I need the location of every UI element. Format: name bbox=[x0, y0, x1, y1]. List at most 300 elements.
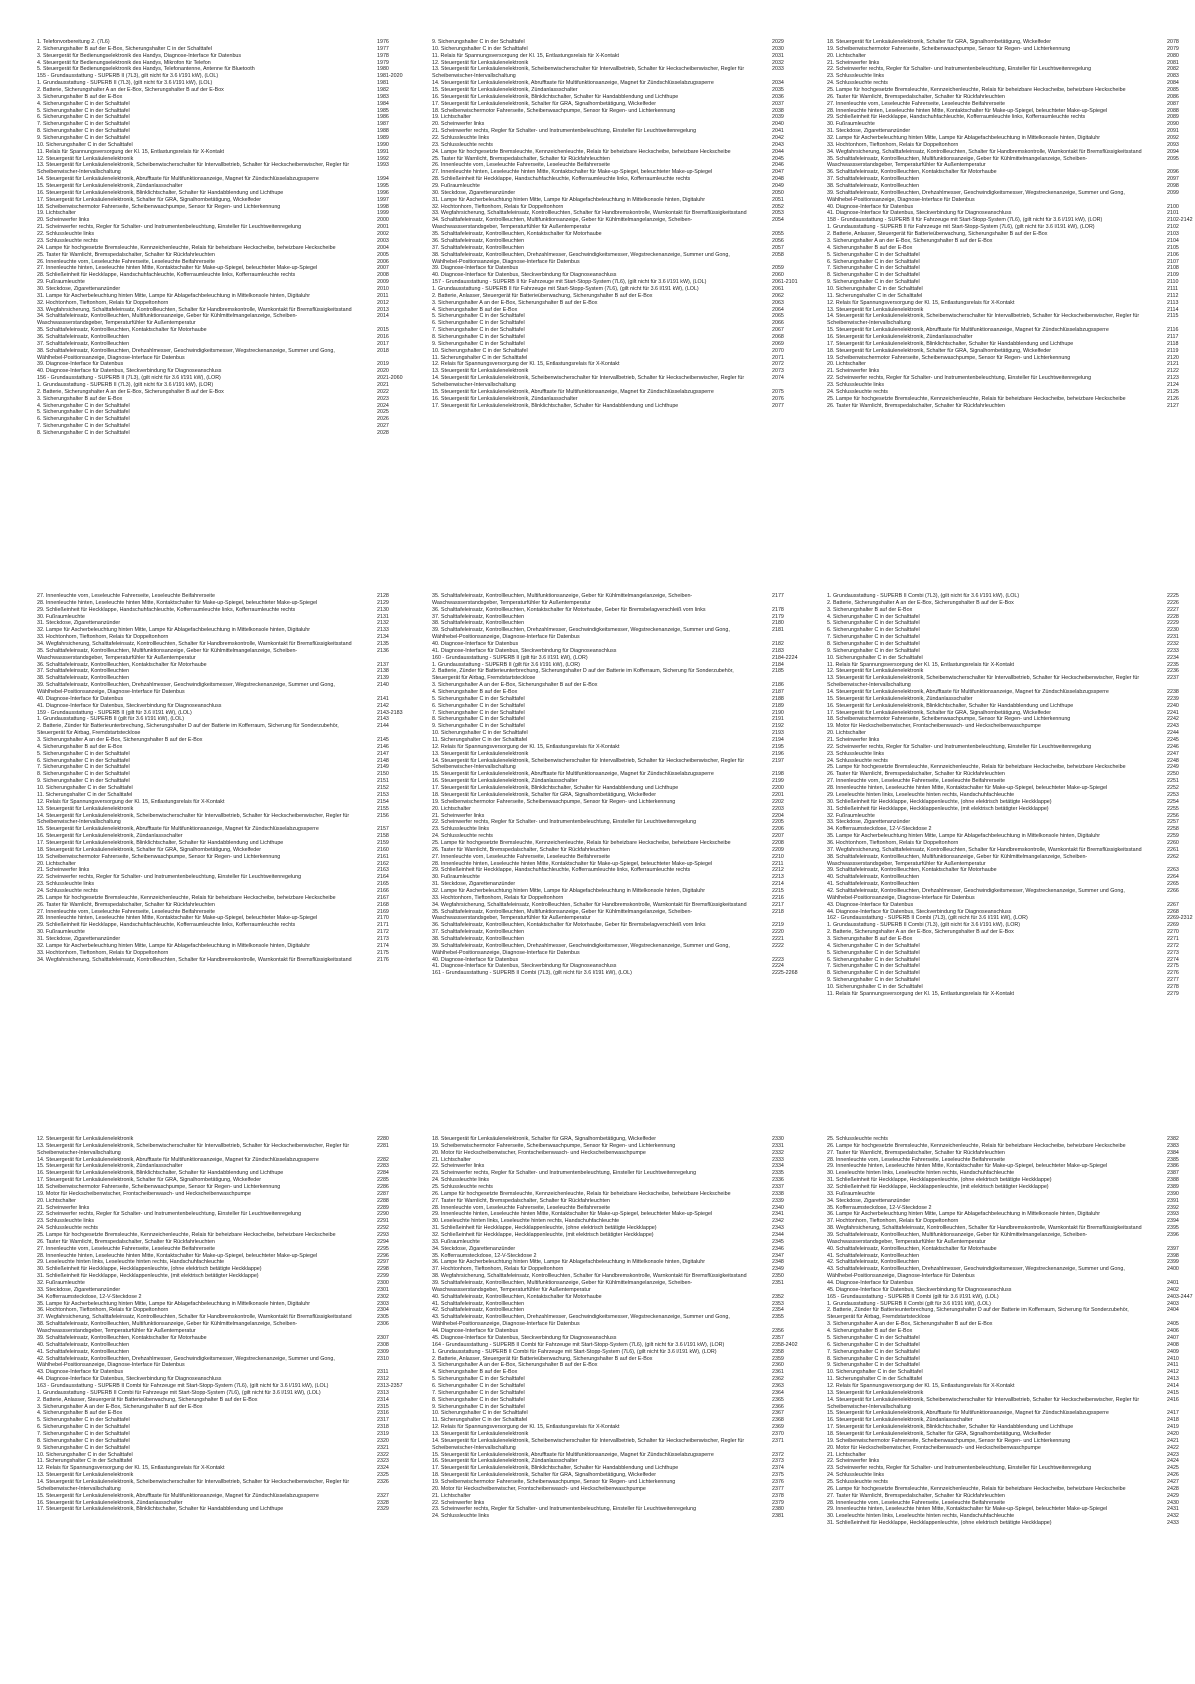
list-item bbox=[827, 1287, 1195, 1294]
page-number: 2090 bbox=[1167, 121, 1179, 128]
page-number: 1983 bbox=[377, 93, 389, 100]
list-item bbox=[37, 833, 405, 840]
section-header-row bbox=[432, 1342, 800, 1349]
entry-title: 20. Motor für Heckscheibenwischer, Frontscheibenwasch- und Heckscheibenwaschpumpe bbox=[827, 1444, 1041, 1451]
list-item bbox=[432, 909, 800, 923]
page-number: 2388 bbox=[1167, 1177, 1179, 1184]
entry-title: 32. Lampe für Ascherbeleuchtung hinten Mitte, Lampe für Ablagefachbeleuchtung in Mittelkonsole hinten, Digitaluhr bbox=[432, 887, 706, 894]
entry-title: 155 - Grundausstattung - SUPERB II (7L3), gilt nicht für 3.6 l/191 kW), (LOL) bbox=[37, 73, 219, 80]
entry-title: 30. Fußraumleuchte bbox=[37, 613, 85, 620]
entry-title: 38. Schalttafeleinsatz, Kontrollleuchten bbox=[432, 620, 525, 627]
entry-title: 41. Schalttafeleinsatz, Kontrollleuchten bbox=[37, 1348, 130, 1355]
page-number: 2299 bbox=[377, 1273, 389, 1280]
entry-title: 5. Sicherungshalter C in der Schalttafel bbox=[827, 251, 920, 258]
page-number: 2112 bbox=[1167, 292, 1179, 299]
list-item bbox=[827, 799, 1195, 806]
entry-title: 2. Batterie, Anlasser, Steuergerät für Batterieüberwachung, Sicherungshalter B auf der E-Box bbox=[432, 1355, 653, 1362]
list-item bbox=[432, 895, 800, 902]
entry-title: 3. Sicherungshalter A an der E-Box, Sicherungshalter B auf der E-Box bbox=[432, 299, 598, 306]
entry-title: 23. Schlussleuchte links bbox=[827, 750, 885, 757]
entry-title: 38. Schalttafeleinsatz, Kontrollleuchten, Multifunktionsanzeige, Geber für Kühlmittelmangelanzeige, Scheiben-Waschwassserstandsgeber, Temperaturfühler für Außentemperatur bbox=[37, 1321, 298, 1335]
entry-title: 25. Lampe für hochgesetzte Bremsleuchte, Kennzeichenleuchte, Relais für beheizbare Heckscheibe, beheizbare Heckscheibe bbox=[37, 1232, 336, 1239]
page-number: 2218 bbox=[772, 908, 784, 915]
list-item bbox=[37, 1314, 405, 1321]
list-item bbox=[432, 53, 800, 60]
entry-title: 31. Steckdose, Zigarettenanzünder bbox=[827, 128, 911, 135]
entry-title: 29. Innenleuchte hinten, Leseleuchte hinten Mitte, Kontaktschalter für Make-up-Spiegel, beleuchteter Make-up-Spiegel bbox=[827, 1506, 1108, 1513]
list-item bbox=[432, 265, 800, 272]
page-number: 2150 bbox=[377, 771, 389, 778]
list-item bbox=[37, 197, 405, 204]
page-number: 2143 bbox=[377, 716, 389, 723]
page-number: 2350 bbox=[772, 1273, 784, 1280]
entry-title: 33. Steckdose, Zigarettenanzünder bbox=[37, 1286, 121, 1293]
entry-title: 1. Grundausstattung - SUPERB II Combi (7L3), (gilt nicht für 3.6 l/191 kW), (LOL) bbox=[827, 593, 1020, 599]
page-number: 2171 bbox=[377, 922, 389, 929]
entry-title: 36. Hochtonhorn, Tieftonhorn, Relais für Doppeltonhorn bbox=[827, 839, 959, 846]
entry-title: 25. Schlussleuchte rechts bbox=[827, 1136, 888, 1142]
page-number: 2283 bbox=[377, 1163, 389, 1170]
entry-title: 36. Hochtonhorn, Tieftonhorn, Relais für Doppeltonhorn bbox=[37, 1307, 169, 1314]
entry-title: 8. Sicherungshalter C in der Schalttafel bbox=[827, 641, 920, 648]
list-item bbox=[37, 1479, 405, 1493]
entry-title: 18. Scheibenwischermotor Fahrerseite, Scheibenwaschpumpe, Sensor für Regen- und Lichterkennung bbox=[37, 203, 281, 210]
list-item bbox=[432, 1356, 800, 1363]
list-item bbox=[827, 984, 1195, 991]
list-item bbox=[37, 1253, 405, 1260]
page-number: 2144 bbox=[377, 723, 389, 730]
list-item bbox=[827, 778, 1195, 785]
entry-title: 21. Lichtschalter bbox=[432, 1492, 471, 1499]
list-item bbox=[37, 1431, 405, 1438]
entry-title: 29. Innenleuchte hinten, Leseleuchte hinten Mitte, Kontaktschalter für Make-up-Spiegel, beleuchteter Make-up-Spiegel bbox=[432, 1211, 713, 1218]
entry-title: 13. Steuergerät für Lenksäulenelektronik bbox=[432, 368, 529, 375]
list-item bbox=[827, 1170, 1195, 1177]
entry-title: 12. Steuergerät für Lenksäulenelektronik bbox=[827, 668, 924, 675]
list-item bbox=[827, 1143, 1195, 1150]
entry-title: 40. Diagnose-Interface für Datenbus, Steckverbindung für Diagnoseanschluss bbox=[37, 368, 222, 375]
page-number: 2429 bbox=[1167, 1492, 1179, 1499]
page-number: 2039 bbox=[772, 114, 784, 121]
page-number: 2281 bbox=[377, 1142, 389, 1149]
page-number: 2222 bbox=[772, 942, 784, 949]
entry-title: 14. Steuergerät für Lenksäulenelektronik, Abrufftaste für Multifunktionsanzeige, Magnet für Zündschlüsselabzugssperre bbox=[37, 1156, 319, 1163]
page-number: 1996 bbox=[377, 189, 389, 196]
page-number: 2413 bbox=[1167, 1376, 1179, 1383]
entry-title: 6. Sicherungshalter C in der Schalttafel bbox=[827, 627, 920, 634]
list-item bbox=[37, 1191, 405, 1198]
list-item bbox=[37, 1458, 405, 1465]
page-number: 2216 bbox=[772, 894, 784, 901]
list-item bbox=[37, 922, 405, 929]
list-item bbox=[37, 108, 405, 115]
list-item bbox=[432, 403, 800, 410]
page-number: 2066 bbox=[772, 320, 784, 327]
page-number: 2113 bbox=[1167, 299, 1179, 306]
page-number: 2428 bbox=[1167, 1485, 1179, 1492]
list-item bbox=[432, 1362, 800, 1369]
list-item bbox=[37, 1266, 405, 1273]
page-number: 2228 bbox=[1167, 613, 1179, 620]
entry-title: 5. Sicherungshalter C in der Schalttafel bbox=[827, 949, 920, 956]
page-number: 2160 bbox=[377, 846, 389, 853]
list-item bbox=[37, 238, 405, 245]
page-number: 2427 bbox=[1167, 1478, 1179, 1485]
list-item bbox=[827, 977, 1195, 984]
entry-title: 15. Steuergerät für Lenksäulenelektronik, Abrufftaste für Multifunktionsanzeige, Magnet für Zündschlüsselabzugssperre bbox=[827, 327, 1109, 334]
list-item bbox=[432, 778, 800, 785]
entry-title: 1. Telefonvorbereitung 2. (7L6) bbox=[37, 39, 110, 45]
list-item bbox=[37, 607, 405, 614]
page-number: 2362 bbox=[772, 1376, 784, 1383]
list-item bbox=[432, 46, 800, 53]
list-item bbox=[827, 819, 1195, 826]
list-item bbox=[432, 1259, 800, 1266]
entry-title: 33. Wegfahrsicherung, Schalttafeleinsatz, Kontrollleuchten, Schalter für Handbremskontrolle, Warnkontakt für Bremsflüssigkeitsstand bbox=[37, 306, 352, 313]
page-number: 2406 bbox=[1167, 1328, 1179, 1335]
entry-title: 33. Hochtonhorn, Tieftonhorn, Relais für Doppeltonhorn bbox=[37, 949, 169, 956]
entry-title: 26. Taster für Warnlicht, Bremspedalschalter, Schalter für Rückfahrleuchten bbox=[37, 1238, 215, 1245]
page-number: 2381 bbox=[772, 1513, 784, 1520]
entry-title: 11. Sicherungshalter C in der Schalttafel bbox=[37, 791, 133, 798]
list-item bbox=[37, 1445, 405, 1452]
entry-title: 24. Schlussleuchte links bbox=[432, 1177, 490, 1184]
page-number: 2277 bbox=[1167, 977, 1179, 984]
list-item bbox=[432, 614, 800, 621]
entry-title: 24. Schlussleuchte links bbox=[432, 1513, 490, 1520]
list-item bbox=[827, 902, 1195, 909]
page-number: 2184 bbox=[772, 661, 784, 668]
page-number: 2346 bbox=[772, 1245, 784, 1252]
section-header-row bbox=[37, 375, 405, 382]
list-item bbox=[432, 737, 800, 744]
entry-title: 25. Lampe für hochgesetzte Bremsleuchte, Kennzeichenleuchte, Relais für beheizbare Heckscheibe, beheizbare Heckscheibe bbox=[37, 894, 336, 901]
page-number: 2138 bbox=[377, 668, 389, 675]
page-number: 2134 bbox=[377, 634, 389, 641]
entry-title: 15. Steuergerät für Lenksäulenelektronik, Abrufftaste für Multifunktionsanzeige, Magnet für Zündschlüsselabzugssperre bbox=[37, 1492, 319, 1499]
page-number: 2416 bbox=[1167, 1396, 1179, 1403]
page-number: 2088 bbox=[1167, 107, 1179, 114]
list-item bbox=[37, 758, 405, 765]
list-item bbox=[827, 1266, 1195, 1280]
entry-title: 3. Sicherungshalter A an der E-Box, Sicherungshalter B auf der E-Box bbox=[827, 1321, 993, 1328]
page-number: 2257 bbox=[1167, 819, 1179, 826]
entry-title: 35. Schalttafeleinsatz, Kontrollleuchten, Multifunktionsanzeige, Geber für Kühlmittelmangelanzeige, Scheiben-Waschwassserstandsgeber, Temperaturfühler für Außentemperatur bbox=[827, 155, 1088, 169]
entry-title: 10. Sicherungshalter C in der Schalttafel bbox=[432, 347, 528, 354]
entry-title: 17. Steuergerät für Lenksäulenelektronik, Blinklichtschalter, Schalter für Handabblendung und Lichthupe bbox=[432, 1465, 679, 1472]
list-item bbox=[432, 334, 800, 341]
entry-title: 1. Grundausstattung - SUPERB II Combi für Fahrzeuge mit Start-Stopp-System (7L6), (gilt nicht für 3.6 l/191 kW), (LOR) bbox=[432, 1348, 717, 1355]
entry-title: 16. Steuergerät für Lenksäulenelektronik, Zündanlassschalter bbox=[37, 833, 183, 840]
list-item bbox=[37, 60, 405, 67]
list-item bbox=[827, 888, 1195, 902]
list-item bbox=[827, 751, 1195, 758]
list-item bbox=[37, 826, 405, 833]
list-item bbox=[432, 156, 800, 163]
page-number: 2354 bbox=[772, 1307, 784, 1314]
entry-title: 14. Steuergerät für Lenksäulenelektronik, Scheibenwischerschalter für Intervallbetrieb, Schalter für Heckscheibenwischer, Regler für Scheibenwischer-Intervallschaltung bbox=[827, 1396, 1140, 1410]
entry-title: 28. Innenleuchte hinten, Leseleuchte hinten Mitte, Kontaktschalter für Make-up-Spiegel, beleuchteter Make-up-Spiegel bbox=[827, 107, 1108, 114]
page-number: 2240 bbox=[1167, 702, 1179, 709]
page-number: 2158 bbox=[377, 833, 389, 840]
list-item bbox=[827, 80, 1195, 87]
list-item bbox=[37, 593, 405, 600]
entry-title: 40. Diagnose-Interface für Datenbus bbox=[432, 641, 519, 648]
page-number: 2239 bbox=[1167, 695, 1179, 702]
list-item bbox=[37, 409, 405, 416]
page-number: 2213 bbox=[772, 874, 784, 881]
entry-title: 23. Schlussleuchte links bbox=[827, 73, 885, 80]
list-item bbox=[37, 867, 405, 874]
entry-title: 37. Schalttafeleinsatz, Kontrollleuchten bbox=[432, 929, 525, 936]
page-number: 2109 bbox=[1167, 272, 1179, 279]
list-item bbox=[432, 1424, 800, 1431]
page-number: 2202 bbox=[772, 798, 784, 805]
page-number: 2143-2183 bbox=[377, 709, 403, 716]
entry-title: 39. Diagnose-Interface für Datenbus bbox=[432, 265, 519, 272]
entry-title: 29. Leseleuchte hinten links, Leseleuchte hinten rechts, Handschuhfachleuchte bbox=[827, 791, 1015, 798]
page-number: 2032 bbox=[772, 59, 784, 66]
list-item bbox=[827, 1452, 1195, 1459]
page-number: 2347 bbox=[772, 1252, 784, 1259]
entry-title: 24. Schlussleuchte rechts bbox=[432, 833, 493, 840]
page-number: 2044 bbox=[772, 148, 784, 155]
list-item bbox=[827, 1335, 1195, 1342]
entry-title: 39. Schalttafeleinsatz, Kontrollleuchten, Drehzahlmesser, Geschwindigkeitsmesser, Wegstreckenanzeige, Summer und Gong, Wählhebel-Positionsanzeige, Diagnose-Interface für Datenbus bbox=[432, 942, 730, 956]
list-item bbox=[432, 847, 800, 854]
entry-title: 39. Schalttafeleinsatz, Kontrollleuchten, Multifunktionsanzeige, Geber für Kühlmittelmangelanzeige, Scheiben-Waschwassserstandsgeber, Temperaturfühler für Außentemperatur bbox=[432, 1280, 693, 1293]
list-item bbox=[827, 142, 1195, 149]
entry-title: 37. Schalttafeleinsatz, Kontrollleuchten bbox=[432, 244, 525, 251]
list-item bbox=[37, 121, 405, 128]
list-item bbox=[432, 682, 800, 689]
list-item bbox=[37, 614, 405, 621]
list-item bbox=[37, 101, 405, 108]
list-item bbox=[432, 1335, 800, 1342]
entry-title: 18. Steuergerät für Lenksäulenelektronik, Schalter für GRA, Signalhornbetätigung, Wickelfeder bbox=[432, 1136, 656, 1142]
list-item bbox=[37, 902, 405, 909]
entry-title: 28. Schließeinheit für Heckklappe, Handschuhfachleuchte, Kofferraumleuchte links, Kofferraumleuchte rechts bbox=[432, 176, 691, 183]
page-number: 2178 bbox=[772, 606, 784, 613]
page-number: 2057 bbox=[772, 244, 784, 251]
entry-title: 36. Lampe für Ascherbeleuchtung hinten Mitte, Lampe für Ablagefachbeleuchtung in Mittelkonsole hinten, Digitaluhr bbox=[827, 1211, 1101, 1218]
list-item bbox=[37, 1465, 405, 1472]
entry-title: 29. Fußraumleuchte bbox=[37, 279, 85, 286]
list-item bbox=[827, 313, 1195, 327]
entry-title: 28. Innenleuchte hinten, Leseleuchte hinten Mitte, Kontaktschalter für Make-up-Spiegel, beleuchteter Make-up-Spiegel bbox=[37, 1252, 318, 1259]
page-number: 2254 bbox=[1167, 798, 1179, 805]
page-number: 2367 bbox=[772, 1410, 784, 1417]
list-item bbox=[432, 1417, 800, 1424]
entry-title: 21. Scheinwerfer links bbox=[827, 59, 880, 66]
list-item bbox=[827, 600, 1195, 607]
page-number: 2219 bbox=[772, 922, 784, 929]
list-item bbox=[37, 648, 405, 662]
list-item bbox=[827, 1184, 1195, 1191]
page-number: 2132 bbox=[377, 620, 389, 627]
page-number: 2125 bbox=[1167, 388, 1179, 395]
list-item bbox=[827, 1424, 1195, 1431]
page-number: 2033 bbox=[772, 66, 784, 73]
entry-title: 15. Steuergerät für Lenksäulenelektronik, Zündanlassschalter bbox=[432, 87, 578, 94]
entry-title: 36. Lampe für Ascherbeleuchtung hinten Mitte, Lampe für Ablagefachbeleuchtung in Mittelkonsole hinten, Digitaluhr bbox=[432, 1259, 706, 1266]
page-number: 2181 bbox=[772, 627, 784, 634]
entry-title: 34. Schalttafeleinsatz, Kontrollleuchten, Multifunktionsanzeige, Geber für Kühlmittelmangelanzeige, Scheiben-Waschwassserstandsgeber, Temperaturfühler für Außentemperatur bbox=[432, 217, 693, 231]
list-item bbox=[37, 1493, 405, 1500]
page-number: 2120 bbox=[1167, 354, 1179, 361]
entry-title: 39. Schalttafeleinsatz, Kontrollleuchten, Drehzahlmesser, Geschwindigkeitsmesser, Wegstreckenanzeige, Summer und Gong, Wählhebel-Positionsanzeige, Diagnose-Interface für Datenbus bbox=[37, 682, 335, 696]
entry-title: 158 - Grundausstattung - SUPERB II für Fahrzeuge mit Start-Stopp-System (7L6), (gilt nicht für 3.6 l/191 kW), (LOR) bbox=[827, 217, 1103, 224]
page-number: 2180 bbox=[772, 620, 784, 627]
entry-title: 40. Diagnose-Interface für Datenbus, Steckverbindung für Diagnoseanschluss bbox=[432, 272, 617, 279]
entry-title: 13. Steuergerät für Lenksäulenelektronik bbox=[37, 805, 134, 812]
entry-title: 41. Diagnose-Interface für Datenbus, Steckverbindung für Diagnoseanschluss bbox=[37, 702, 222, 709]
list-item bbox=[37, 806, 405, 813]
list-item bbox=[827, 723, 1195, 730]
entry-title: 10. Sicherungshalter C in der Schalttafel bbox=[37, 1451, 133, 1458]
page-number: 2038 bbox=[772, 107, 784, 114]
page-number: 2339 bbox=[772, 1197, 784, 1204]
page-number: 2395 bbox=[1167, 1225, 1179, 1232]
list-item bbox=[432, 348, 800, 355]
page-number: 2208 bbox=[772, 839, 784, 846]
page-number: 2099 bbox=[1167, 189, 1179, 196]
entry-title: 12. Steuergerät für Lenksäulenelektronik bbox=[432, 59, 529, 66]
entry-title: 7. Sicherungshalter C in der Schalttafel bbox=[37, 1430, 130, 1437]
entry-title: 16. Steuergerät für Lenksäulenelektronik, Blinklichtschalter, Schalter für Handabblendung und Lichthupe bbox=[37, 1170, 284, 1177]
list-item bbox=[37, 716, 405, 723]
page-number: 2192 bbox=[772, 723, 784, 730]
list-item bbox=[827, 963, 1195, 970]
list-item bbox=[827, 696, 1195, 703]
entry-title: 35. Kofferraumsteckdose, 12-V-Steckdose 2 bbox=[827, 1204, 932, 1211]
list-item bbox=[827, 300, 1195, 307]
list-item bbox=[827, 1177, 1195, 1184]
list-item bbox=[827, 648, 1195, 655]
entry-title: 23. Schlussleuchte links bbox=[37, 1218, 95, 1225]
page-number: 2294 bbox=[377, 1238, 389, 1245]
page-number: 2214 bbox=[772, 881, 784, 888]
list-item bbox=[432, 197, 800, 204]
list-item bbox=[827, 355, 1195, 362]
list-item bbox=[432, 39, 800, 46]
page-number: 2080 bbox=[1167, 52, 1179, 59]
list-item bbox=[432, 833, 800, 840]
page-number: 2040 bbox=[772, 121, 784, 128]
page-number: 2289 bbox=[377, 1204, 389, 1211]
page-number: 2071 bbox=[772, 354, 784, 361]
list-item bbox=[827, 66, 1195, 73]
list-item bbox=[37, 929, 405, 936]
entry-title: 34. Steckdose, Zigarettenanzünder bbox=[827, 1197, 911, 1204]
list-item bbox=[432, 696, 800, 703]
entry-title: 18. Steuergerät für Lenksäulenelektronik, Schalter für GRA, Signalhornbetätigung, Wickelfeder bbox=[827, 347, 1051, 354]
list-item bbox=[37, 1356, 405, 1370]
page-number: 2036 bbox=[772, 93, 784, 100]
page-number: 2363 bbox=[772, 1382, 784, 1389]
entry-title: 37. Wegfahrsicherung, Schalttafeleinsatz, Kontrollleuchten, Schalter für Handbremskontrolle, Warnkontakt für Bremsflüssigkeitsstand bbox=[827, 846, 1142, 853]
page-number: 2103 bbox=[1167, 231, 1179, 238]
page-number: 2182 bbox=[772, 641, 784, 648]
list-item bbox=[827, 190, 1195, 204]
page-number: 2358 bbox=[772, 1348, 784, 1355]
entry-title: 35. Schalttafeleinsatz, Kontrollleuchten, Kontaktschalter für Motorhaube bbox=[432, 231, 602, 238]
list-item bbox=[827, 183, 1195, 190]
entry-title: 34. Kofferraumsteckdose, 12-V-Steckdose 2 bbox=[827, 826, 932, 833]
page-number: 2072 bbox=[772, 361, 784, 368]
entry-title: 26. Innenleuchte vorn, Leseleuchte Fahrerseite, Leseleuchte Beifahrerseite bbox=[432, 162, 610, 169]
page-number: 2209 bbox=[772, 846, 784, 853]
page-number: 2280 bbox=[377, 1136, 389, 1142]
entry-title: 11. Sicherungshalter C in der Schalttafel bbox=[37, 1458, 133, 1465]
page-number: 2373 bbox=[772, 1458, 784, 1465]
entry-title: 6. Sicherungshalter C in der Schalttafel bbox=[827, 1341, 920, 1348]
list-item bbox=[827, 867, 1195, 874]
page-number: 2055 bbox=[772, 231, 784, 238]
list-item bbox=[432, 758, 800, 772]
page-number: 2377 bbox=[772, 1485, 784, 1492]
page-number: 2211 bbox=[772, 860, 784, 867]
page-number: 2331 bbox=[772, 1142, 784, 1149]
entry-title: 17. Steuergerät für Lenksäulenelektronik, Blinklichtschalter, Schalter für Handabblendung und Lichthupe bbox=[37, 839, 284, 846]
list-item bbox=[432, 101, 800, 108]
list-item bbox=[827, 943, 1195, 950]
list-item bbox=[827, 1397, 1195, 1411]
entry-title: 13. Steuergerät für Lenksäulenelektronik, Scheibenwischerschalter für Intervallbetrieb, Schalter für Heckscheibenwischer, Regler für Scheibenwischer-Intervallschaltung bbox=[37, 1142, 350, 1156]
list-item bbox=[827, 1321, 1195, 1328]
page-number: 2104 bbox=[1167, 237, 1179, 244]
page-number: 1989 bbox=[377, 135, 389, 142]
page-number: 2145 bbox=[377, 737, 389, 744]
entry-title: 17. Steuergerät für Lenksäulenelektronik, Schalter für GRA, Signalhornbetätigung, Wickelfeder bbox=[432, 100, 656, 107]
page-number: 2341 bbox=[772, 1211, 784, 1218]
entry-title: 18. Scheibenwischermotor Fahrerseite, Scheibenwaschpumpe, Sensor für Regen- und Lichterkennung bbox=[37, 1184, 281, 1191]
entry-title: 28. Innenleuchte hinten, Leseleuchte hinten Mitte, Kontaktschalter für Make-up-Spiegel, beleuchteter Make-up-Spiegel bbox=[37, 915, 318, 922]
page-number: 1994 bbox=[377, 176, 389, 183]
list-item bbox=[432, 307, 800, 314]
list-item bbox=[432, 190, 800, 197]
list-item bbox=[827, 210, 1195, 217]
page-number: 2092 bbox=[1167, 135, 1179, 142]
page-number: 2126 bbox=[1167, 395, 1179, 402]
page-number: 2284 bbox=[377, 1170, 389, 1177]
list-item bbox=[827, 1486, 1195, 1493]
block-2-column-1 bbox=[37, 593, 405, 963]
list-item bbox=[432, 1438, 800, 1452]
page-number: 2094 bbox=[1167, 148, 1179, 155]
list-item bbox=[827, 156, 1195, 170]
list-item bbox=[827, 854, 1195, 868]
entry-title: 32. Lampe für Ascherbeleuchtung hinten Mitte, Lampe für Ablagefachbeleuchtung in Mittelkonsole hinten, Digitaluhr bbox=[37, 942, 311, 949]
page-number: 2164 bbox=[377, 874, 389, 881]
list-item bbox=[827, 1307, 1195, 1321]
entry-title: 39. Schalttafeleinsatz, Kontrollleuchten, Drehzahlmesser, Geschwindigkeitsmesser, Wegstreckenanzeige, Summer und Gong, Wählhebel-Positionsanzeige, Diagnose-Interface für Datenbus bbox=[432, 627, 730, 641]
page-number: 2368 bbox=[772, 1417, 784, 1424]
list-item bbox=[827, 101, 1195, 108]
page-number: 2173 bbox=[377, 935, 389, 942]
list-item bbox=[432, 300, 800, 307]
entry-title: 9. Sicherungshalter C in der Schalttafel bbox=[37, 1444, 130, 1451]
page-number: 2091 bbox=[1167, 128, 1179, 135]
entry-title: 4. Steuergerät für Bedienungselektronik des Handys, Mikrofon für Telefon bbox=[37, 59, 211, 66]
page-number: 2224 bbox=[772, 963, 784, 970]
entry-title: 25. Taster für Warnlicht, Bremspedalschalter, Schalter für Rückfahrleuchten bbox=[37, 251, 215, 258]
list-item bbox=[827, 238, 1195, 245]
entry-title: 28. Innenleuchte vorn, Leseleuchte Fahrerseite, Leseleuchte Beifahrerseite bbox=[827, 1499, 1005, 1506]
list-item bbox=[432, 826, 800, 833]
list-item bbox=[37, 87, 405, 94]
page-number: 2024 bbox=[377, 402, 389, 409]
